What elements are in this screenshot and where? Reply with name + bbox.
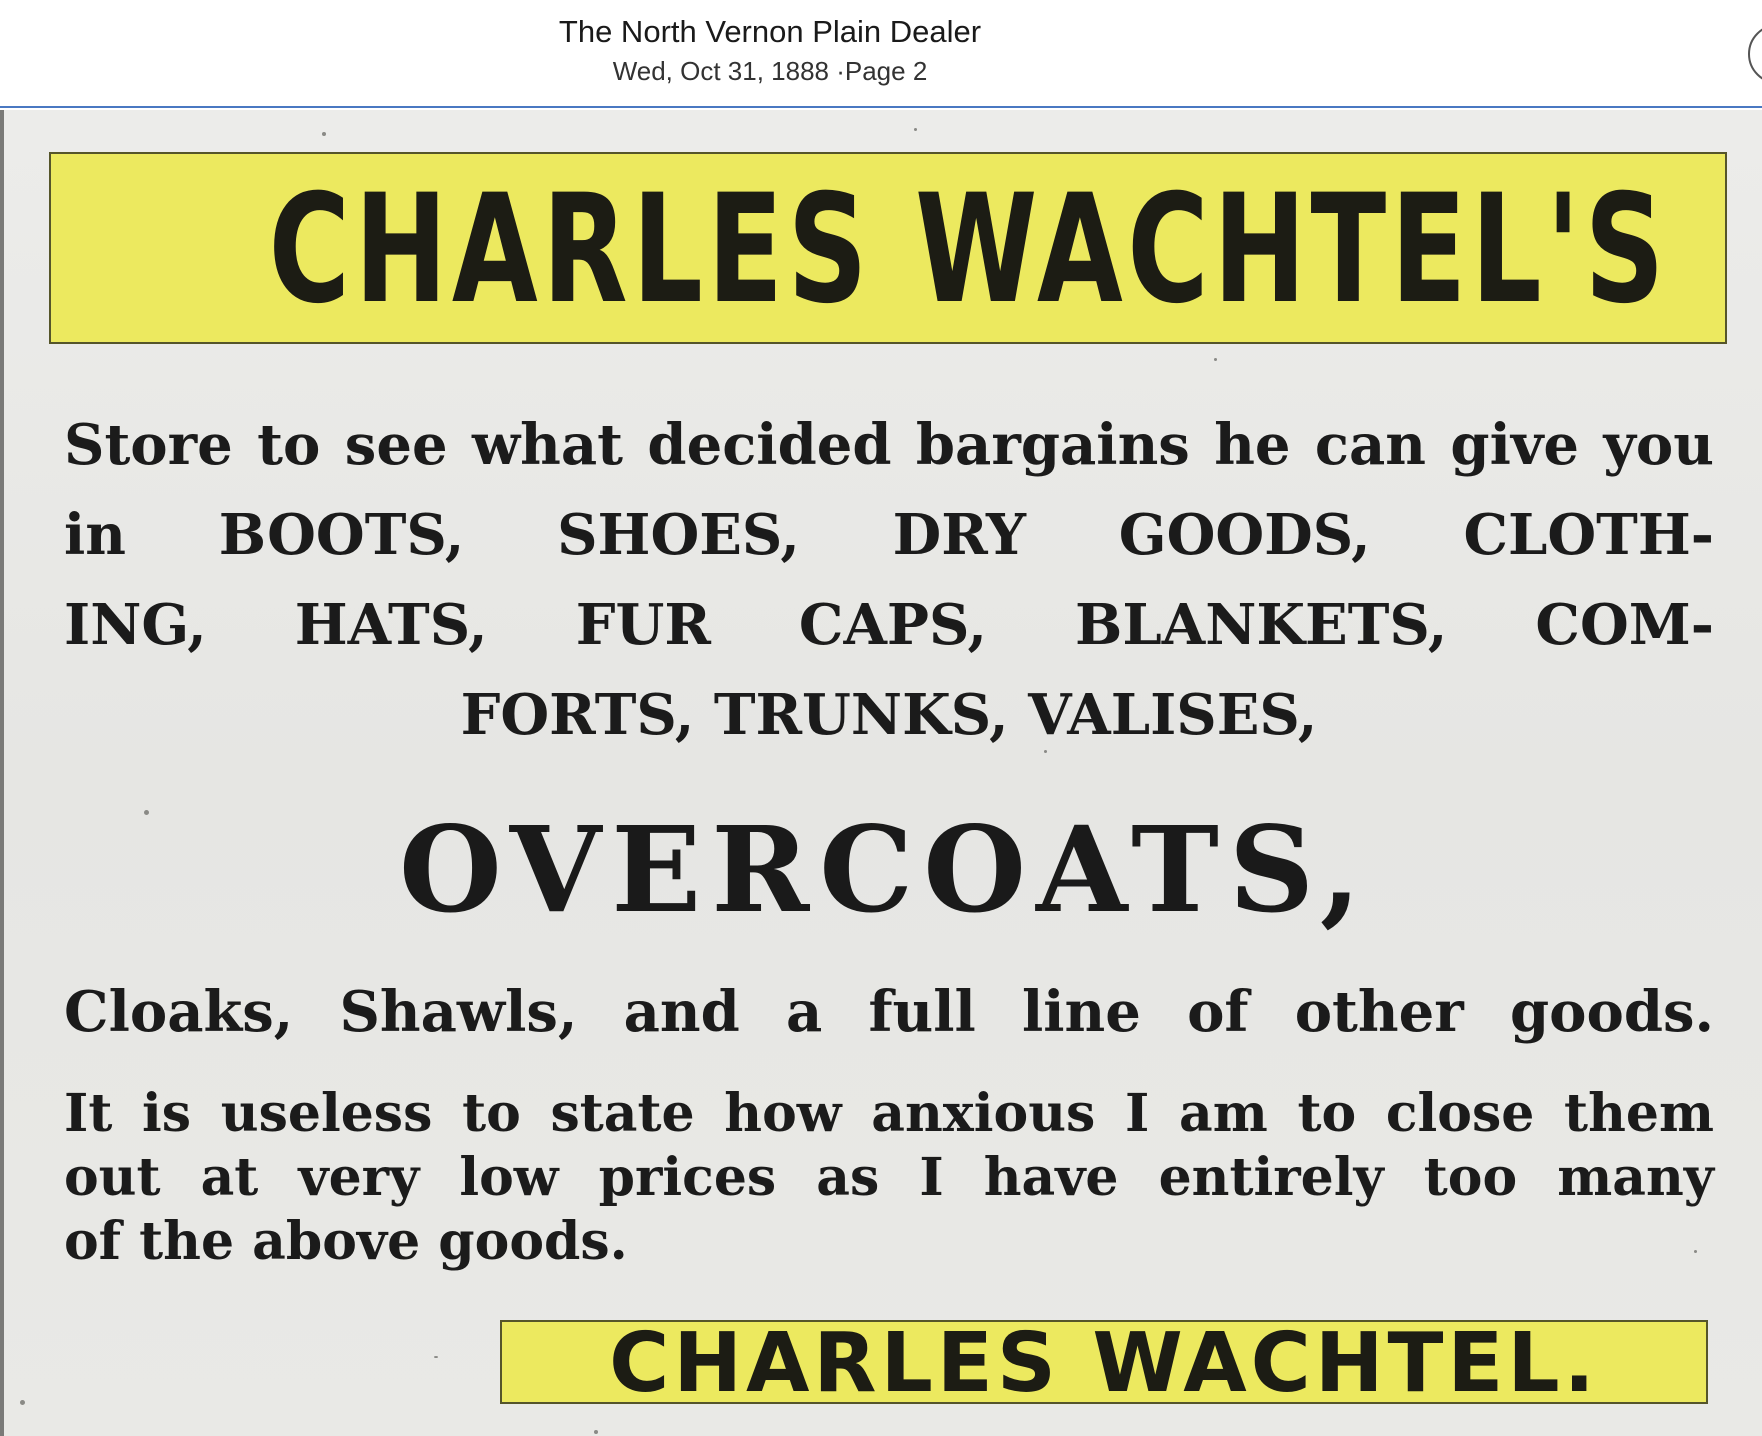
print-speck xyxy=(434,1356,438,1358)
print-speck xyxy=(1214,358,1217,361)
print-speck xyxy=(914,128,917,131)
signature-highlight xyxy=(500,1316,1708,1411)
cloaks-paragraph xyxy=(64,972,1714,1052)
publication-date-page: Wed, Oct 31, 1888 ·Page 2 xyxy=(612,56,928,86)
publication-title: The North Vernon Plain Dealer xyxy=(558,14,982,49)
intro-line: in BOOTS, SHOES, DRY GOODS, CLOTH- xyxy=(64,502,1714,568)
headline-highlight xyxy=(49,152,1727,344)
print-speck xyxy=(594,1430,598,1434)
intro-line: ING, HATS, FUR CAPS, BLANKETS, COM- xyxy=(64,592,1714,658)
closing-line: It is useless to state how anxious I am to close them xyxy=(64,1083,1714,1144)
closing-line: of the above goods. xyxy=(64,1211,628,1272)
newspaper-clipping xyxy=(0,110,1762,1436)
print-speck xyxy=(322,132,326,136)
intro-line: FORTS, TRUNKS, VALISES, xyxy=(460,682,1318,748)
signature-text: CHARLES WACHTEL. xyxy=(609,1316,1599,1411)
viewer-circle-button[interactable] xyxy=(1748,24,1762,84)
closing-line: out at very low prices as I have entirely too many xyxy=(64,1147,1714,1208)
headline-text: CHARLES WACHTEL'S xyxy=(268,163,1669,337)
intro-paragraph xyxy=(64,400,1714,760)
cloaks-line: Cloaks, Shawls, and a full line of other goods. xyxy=(64,979,1714,1045)
print-speck xyxy=(20,1400,25,1405)
viewer-header xyxy=(0,0,1762,108)
closing-paragraph xyxy=(64,1082,1714,1274)
intro-line: Store to see what decided bargains he can give you xyxy=(64,412,1714,478)
feature-heading: OVERCOATS, xyxy=(399,800,1371,939)
